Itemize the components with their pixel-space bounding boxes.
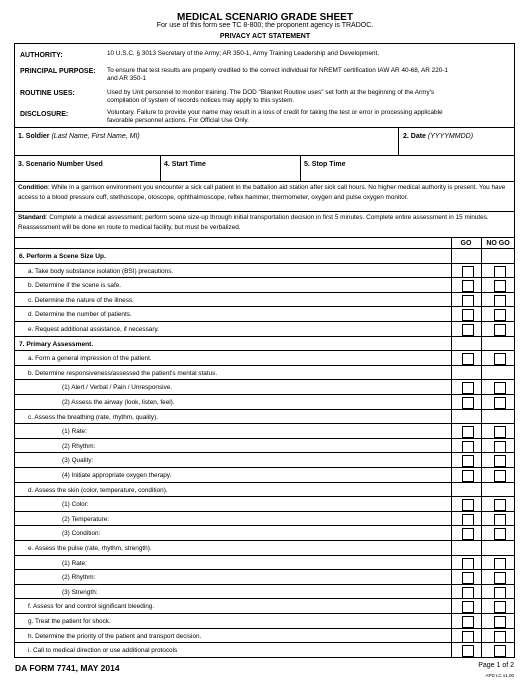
go-checkbox[interactable] [462, 441, 474, 453]
start-time-label: 4. Start Time [164, 161, 206, 168]
nogo-checkbox[interactable] [494, 353, 506, 365]
soldier-label: 1. Soldier [18, 133, 50, 140]
condition-paragraph [18, 183, 512, 202]
divider [14, 127, 515, 128]
nogo-checkbox[interactable] [494, 266, 506, 278]
task-text: g. Treat the patient for shock. [28, 618, 111, 625]
task-text: e. Assess the pulse (rate, rhythm, strength). [28, 545, 152, 552]
task-text: (1) Rate: [62, 559, 87, 567]
divider [14, 181, 515, 182]
row-divider [14, 555, 515, 556]
nogo-checkbox[interactable] [494, 382, 506, 394]
task-text: i. Call to medical direction or use additional protocols [28, 647, 178, 655]
soldier-hint: (Last Name, First Name, MI) [51, 133, 140, 140]
row-divider [14, 263, 515, 264]
task-text: (1) Color: [62, 501, 89, 509]
row-divider [14, 365, 515, 366]
form-version: APD LC v1.00 [485, 673, 514, 678]
go-checkbox[interactable] [462, 353, 474, 365]
row-divider [14, 277, 515, 278]
nogo-checkbox[interactable] [494, 528, 506, 540]
row-divider [14, 525, 515, 526]
nogo-checkbox[interactable] [494, 397, 506, 409]
standard-label: Standard [18, 214, 46, 221]
go-checkbox[interactable] [462, 324, 474, 336]
go-checkbox[interactable] [462, 601, 474, 613]
go-checkbox[interactable] [462, 397, 474, 409]
date-hint: (YYYYMMDD) [427, 133, 474, 140]
task-text: e. Request additional assistance, if necessary. [28, 326, 159, 333]
task-text: c. Determine the nature of the illness. [28, 296, 134, 304]
row-divider [14, 598, 515, 599]
scenario-number-field[interactable] [18, 161, 103, 168]
go-checkbox[interactable] [462, 616, 474, 628]
row-divider [14, 438, 515, 439]
nogo-checkbox[interactable] [494, 616, 506, 628]
row-divider [14, 540, 515, 541]
divider [398, 127, 399, 155]
go-checkbox[interactable] [462, 645, 474, 657]
go-checkbox[interactable] [462, 558, 474, 570]
condition-text: : While in a garrison environment you encounter a sick call patient in the battalion aid station after sick call hours. No higher medical authority is present. You have access to a blood pressure cuff, stethoscope, otoscope, ophthalmoscope, reflex hammer, thermometer, oxygen and pulse oxygen monitor. [18, 184, 506, 201]
row-divider [14, 482, 515, 483]
nogo-checkbox[interactable] [494, 601, 506, 613]
divider [160, 155, 161, 181]
row-divider [14, 423, 515, 424]
nogo-checkbox[interactable] [494, 587, 506, 599]
start-time-field[interactable] [164, 161, 206, 168]
divider [14, 155, 515, 156]
task-text: (2) Temperature: [62, 515, 110, 523]
nogo-checkbox[interactable] [494, 514, 506, 526]
row-divider [14, 409, 515, 410]
go-checkbox[interactable] [462, 499, 474, 511]
disclosure-label: DISCLOSURE: [20, 111, 69, 118]
row-divider [14, 613, 515, 614]
go-checkbox[interactable] [462, 382, 474, 394]
task-text: b. Determine if the scene is safe. [28, 282, 122, 290]
nogo-checkbox[interactable] [494, 295, 506, 307]
row-divider [14, 248, 515, 249]
go-column-header: GO [460, 240, 472, 247]
stop-time-field[interactable] [304, 161, 346, 168]
privacy-act-heading: PRIVACY ACT STATEMENT [219, 33, 311, 40]
task-text: d. Assess the skin (color, temperature, condition). [28, 486, 168, 494]
row-divider [14, 584, 515, 585]
go-checkbox[interactable] [462, 572, 474, 584]
go-checkbox[interactable] [462, 266, 474, 278]
form-title: MEDICAL SCENARIO GRADE SHEET [177, 12, 353, 23]
principal-purpose-label: PRINCIPAL PURPOSE: [20, 68, 96, 75]
nogo-checkbox[interactable] [494, 645, 506, 657]
nogo-checkbox[interactable] [494, 309, 506, 321]
page-number: Page 1 of 2 [478, 662, 514, 669]
task-text: (1) Alert / Verbal / Pain / Unresponsive. [62, 384, 173, 392]
authority-text: 10 U.S.C. § 3013 Secretary of the Army; AR 350-1, Army Training Leadership and Development. [107, 50, 380, 57]
row-divider [14, 467, 515, 468]
task-text: (2) Rhythm: [62, 574, 96, 582]
row-divider [14, 496, 515, 497]
scenario-number-label: 3. Scenario Number Used [18, 161, 103, 168]
nogo-checkbox[interactable] [494, 572, 506, 584]
go-checkbox[interactable] [462, 309, 474, 321]
go-checkbox[interactable] [462, 280, 474, 292]
row-divider [14, 292, 515, 293]
go-checkbox[interactable] [462, 455, 474, 467]
task-text: b. Determine responsiveness/assessed the patient's mental status. [28, 369, 218, 377]
row-divider [14, 306, 515, 307]
nogo-checkbox[interactable] [494, 426, 506, 438]
divider [14, 211, 515, 212]
task-row [14, 644, 515, 659]
disclosure-text: Voluntary. Failure to provide your name may result in a loss of credit for taking the test or error in processing applicable favorable personnel actions. For Official Use Only. [107, 109, 443, 125]
go-checkbox[interactable] [462, 587, 474, 599]
routine-uses-text: Used by Unit personnel to monitor training. The DOD "Blanket Routine uses" set forth at the beginning of the Army's compilation of system of records notices may apply to this system. [107, 89, 435, 105]
row-divider [14, 321, 515, 322]
go-checkbox[interactable] [462, 426, 474, 438]
date-label: 2. Date [403, 133, 426, 140]
go-checkbox[interactable] [462, 631, 474, 643]
nogo-checkbox[interactable] [494, 470, 506, 482]
nogo-checkbox[interactable] [494, 499, 506, 511]
task-text: (4) Initiate appropriate oxygen therapy. [62, 472, 172, 479]
task-text: a. Take body substance isolation (BSI) precautions. [28, 267, 174, 275]
task-text: (1) Rate: [62, 428, 87, 436]
row-divider [14, 379, 515, 380]
row-divider [14, 350, 515, 351]
row-divider [14, 394, 515, 395]
row-divider [14, 511, 515, 512]
nogo-checkbox[interactable] [494, 324, 506, 336]
task-text: a. Form a general impression of the patient. [28, 355, 152, 363]
nogo-checkbox[interactable] [494, 280, 506, 292]
condition-label: Condition [18, 184, 48, 191]
date-field[interactable] [403, 133, 473, 140]
task-text: (3) Condition: [62, 530, 101, 538]
task-text: d. Determine the number of patients. [28, 311, 132, 319]
task-text: (3) Strength: [62, 588, 98, 596]
row-divider [14, 642, 515, 643]
go-checkbox[interactable] [462, 514, 474, 526]
stop-time-label: 5. Stop Time [304, 161, 346, 168]
section-heading: 7. Primary Assessment. [19, 340, 94, 348]
row-divider [14, 569, 515, 570]
task-text: (2) Assess the airway (look, listen, feel). [62, 399, 175, 406]
nogo-column-header: NO GO [486, 240, 510, 247]
nogo-checkbox[interactable] [494, 455, 506, 467]
standard-text: : Complete a medical assessment; perform scene size-up through initial transportation decision in first 5 minutes. Complete entire assessment in 15 minutes. Reassessment will be done en route to medical facility, but must be verbalized. [18, 214, 489, 231]
nogo-checkbox[interactable] [494, 441, 506, 453]
task-text: (3) Quality: [62, 457, 94, 465]
task-text: h. Determine the priority of the patient and transport decision. [28, 632, 202, 640]
principal-purpose-text: To ensure that test results are properly credited to the correct individual for NREMT certification IAW AR 40-68, AR 220-1 and AR 350-1 [107, 67, 448, 83]
authority-label: AUTHORITY: [20, 52, 63, 59]
divider [300, 155, 301, 181]
task-text: f. Assess for and control significant bleeding. [28, 603, 155, 611]
nogo-checkbox[interactable] [494, 558, 506, 570]
form-number: DA FORM 7741, MAY 2014 [15, 663, 120, 673]
task-text: c. Assess the breathing (rate, rhythm, quality). [28, 413, 158, 421]
go-checkbox[interactable] [462, 295, 474, 307]
nogo-checkbox[interactable] [494, 631, 506, 643]
routine-uses-label: ROUTINE USES: [20, 90, 75, 97]
go-checkbox[interactable] [462, 528, 474, 540]
row-divider [14, 336, 515, 337]
task-text: (2) Rhythm: [62, 442, 96, 450]
row-divider [14, 628, 515, 629]
section-heading: 6. Perform a Scene Size Up. [19, 253, 106, 260]
form-subtitle: For use of this form see TC 8-800; the proponent agency is TRADOC. [156, 22, 374, 29]
soldier-field[interactable] [18, 133, 140, 140]
divider [14, 237, 515, 238]
row-divider [14, 452, 515, 453]
standard-paragraph [18, 213, 512, 232]
go-checkbox[interactable] [462, 470, 474, 482]
